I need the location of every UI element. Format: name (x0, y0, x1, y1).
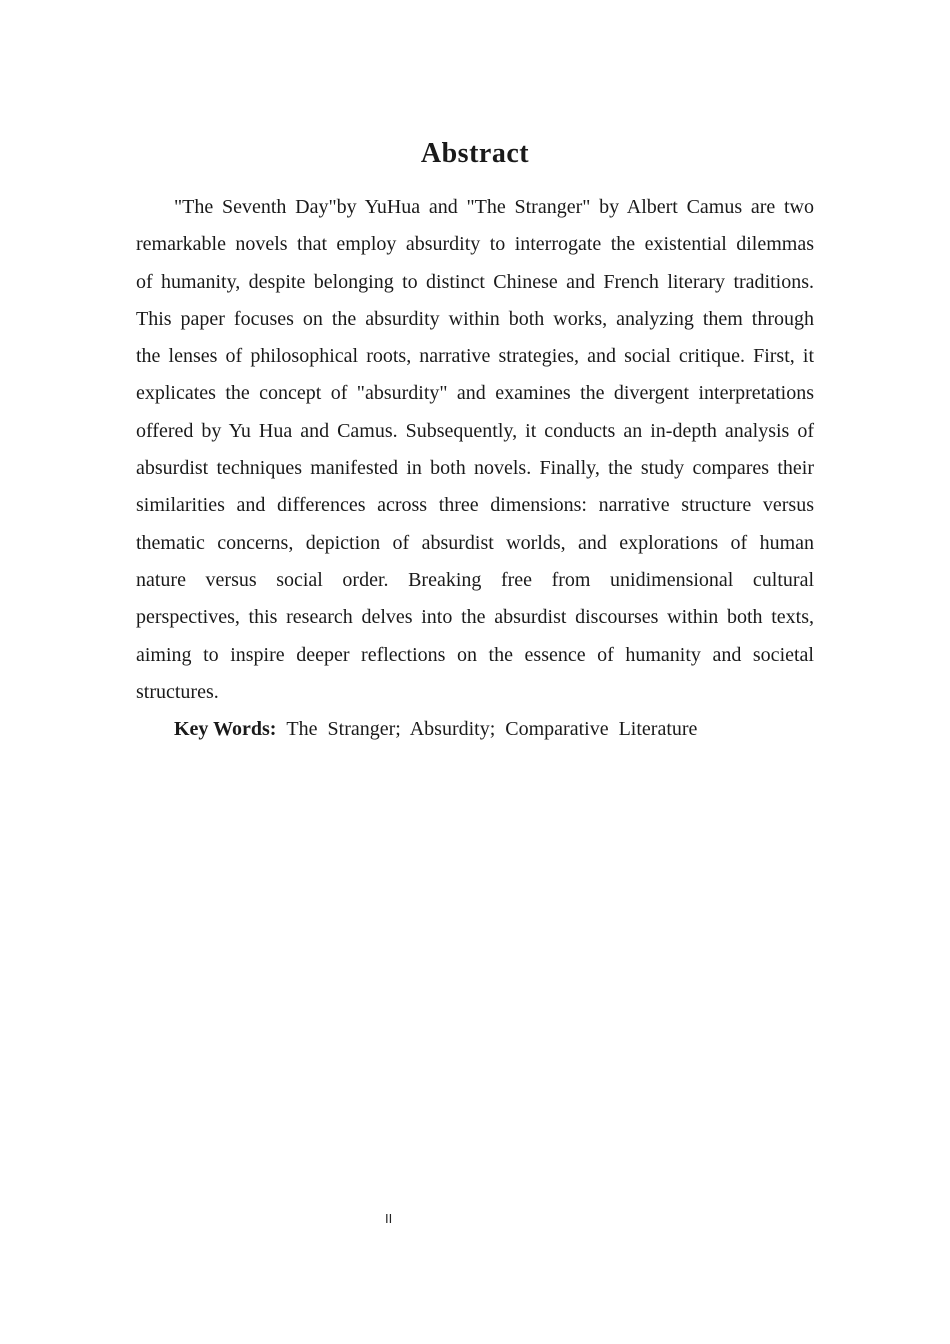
page-number: II (385, 1211, 393, 1226)
page-title: Abstract (420, 138, 530, 169)
abstract-line: aiming to inspire deeper reflections on the essence of humanity and societal (136, 643, 814, 666)
abstract-line: "The Seventh Day"by YuHua and "The Stranger" by Albert Camus are two (174, 196, 814, 218)
abstract-line: structures. (136, 680, 219, 703)
abstract-line: offered by Yu Hua and Camus. Subsequently, it conducts an in-depth analysis of (136, 419, 814, 442)
abstract-line: absurdist techniques manifested in both novels. Finally, the study compares their (136, 457, 814, 480)
keywords-text: The Stranger; Absurdity; Comparative Literature (286, 718, 698, 740)
keywords-label: Key Words: (174, 718, 277, 740)
abstract-line: nature versus social order. Breaking free from unidimensional cultural (136, 568, 814, 591)
abstract-line: remarkable novels that employ absurdity to interrogate the existential dilemmas (136, 233, 814, 256)
abstract-line: similarities and differences across three dimensions: narrative structure versus (136, 494, 814, 517)
keywords-line (136, 711, 814, 748)
abstract-line: of humanity, despite belonging to distinct Chinese and French literary traditions. (136, 270, 814, 293)
abstract-line: explicates the concept of "absurdity" and examines the divergent interpretations (136, 382, 814, 405)
abstract-line: perspectives, this research delves into the absurdist discourses within both texts, (136, 606, 814, 629)
abstract-line: the lenses of philosophical roots, narrative strategies, and social critique. First, it (136, 345, 814, 368)
abstract-line: thematic concerns, depiction of absurdist worlds, and explorations of human (136, 531, 814, 554)
abstract-paragraph (136, 189, 814, 711)
abstract-line: This paper focuses on the absurdity within both works, analyzing them through (136, 307, 814, 330)
